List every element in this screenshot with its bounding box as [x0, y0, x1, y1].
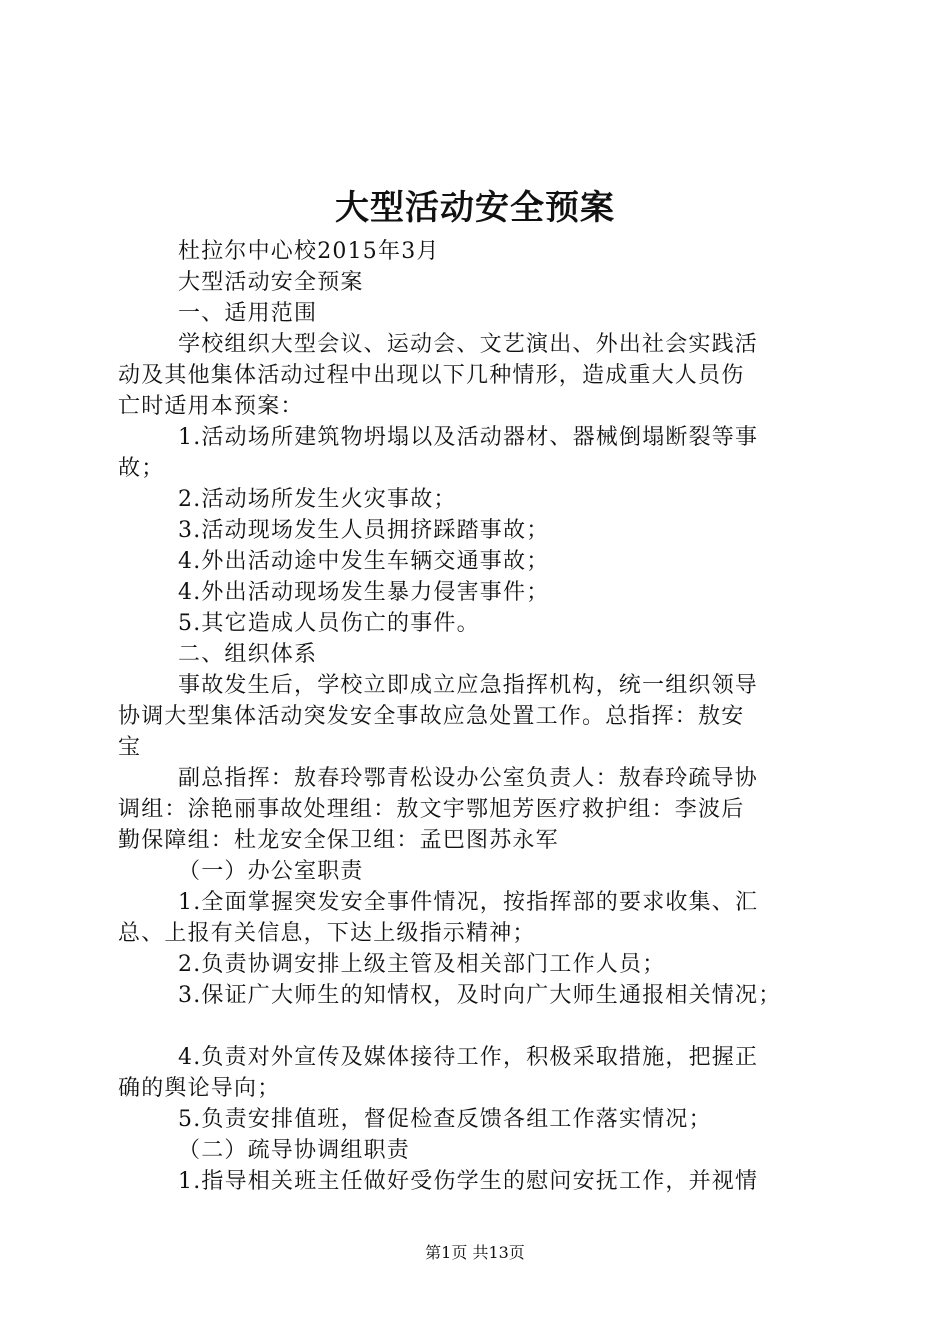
body-line: 3.保证广大师生的知情权，及时向广大师生通报相关情况； [178, 983, 782, 1008]
body-line: 动及其他集体活动过程中出现以下几种情形，造成重大人员伤 [118, 363, 745, 388]
page-footer: 第1页 共13页 [425, 1243, 525, 1262]
document-title: 大型活动安全预案 [335, 188, 615, 228]
body-line: 3.活动现场发生人员拥挤踩踏事故； [178, 518, 550, 543]
body-line: 2.负责协调安排上级主管及相关部门工作人员； [178, 952, 666, 977]
body-line: 1.活动场所建筑物坍塌以及活动器材、器械倒塌断裂等事 [178, 425, 759, 450]
body-line: 亡时适用本预案： [118, 394, 304, 419]
body-line: 确的舆论导向； [118, 1076, 281, 1101]
body-line: （二）疏导协调组职责 [178, 1138, 411, 1163]
body-line: 1.全面掌握突发安全事件情况，按指挥部的要求收集、汇 [178, 890, 759, 915]
body-line: 故； [118, 456, 165, 481]
body-line: 杜拉尔中心校2015年3月 [178, 239, 440, 264]
body-line: 学校组织大型会议、运动会、文艺演出、外出社会实践活 [178, 332, 759, 357]
body-line: 副总指挥：敖春玲鄂青松设办公室负责人：敖春玲疏导协 [178, 766, 759, 791]
body-line: 宝 [118, 735, 142, 760]
body-line: 5.其它造成人员伤亡的事件。 [178, 611, 480, 636]
body-line: 4.外出活动途中发生车辆交通事故； [178, 549, 550, 574]
body-line: 5.负责安排值班，督促检查反馈各组工作落实情况； [178, 1107, 712, 1132]
body-line [118, 1011, 838, 1042]
body-line: 勤保障组：杜龙安全保卫组：孟巴图苏永军 [118, 828, 559, 853]
body-line: 4.负责对外宣传及媒体接待工作，积极采取措施，把握正 [178, 1045, 759, 1070]
body-line: 总、上报有关信息，下达上级指示精神； [118, 921, 536, 946]
body-line: 调组：涂艳丽事故处理组：敖文宇鄂旭芳医疗救护组：李波后 [118, 797, 745, 822]
body-line: 1.指导相关班主任做好受伤学生的慰问安抚工作，并视情 [178, 1169, 759, 1194]
body-line: 4.外出活动现场发生暴力侵害事件； [178, 580, 550, 605]
body-line: 二、组织体系 [178, 642, 318, 667]
body-line: （一）办公室职责 [178, 859, 364, 884]
body-line: 一、适用范围 [178, 301, 318, 326]
document-body [118, 236, 838, 1197]
body-line: 事故发生后，学校立即成立应急指挥机构，统一组织领导 [178, 673, 759, 698]
body-line: 2.活动场所发生火灾事故； [178, 487, 457, 512]
body-line: 大型活动安全预案 [178, 270, 364, 295]
body-line: 协调大型集体活动突发安全事故应急处置工作。总指挥：敖安 [118, 704, 745, 729]
